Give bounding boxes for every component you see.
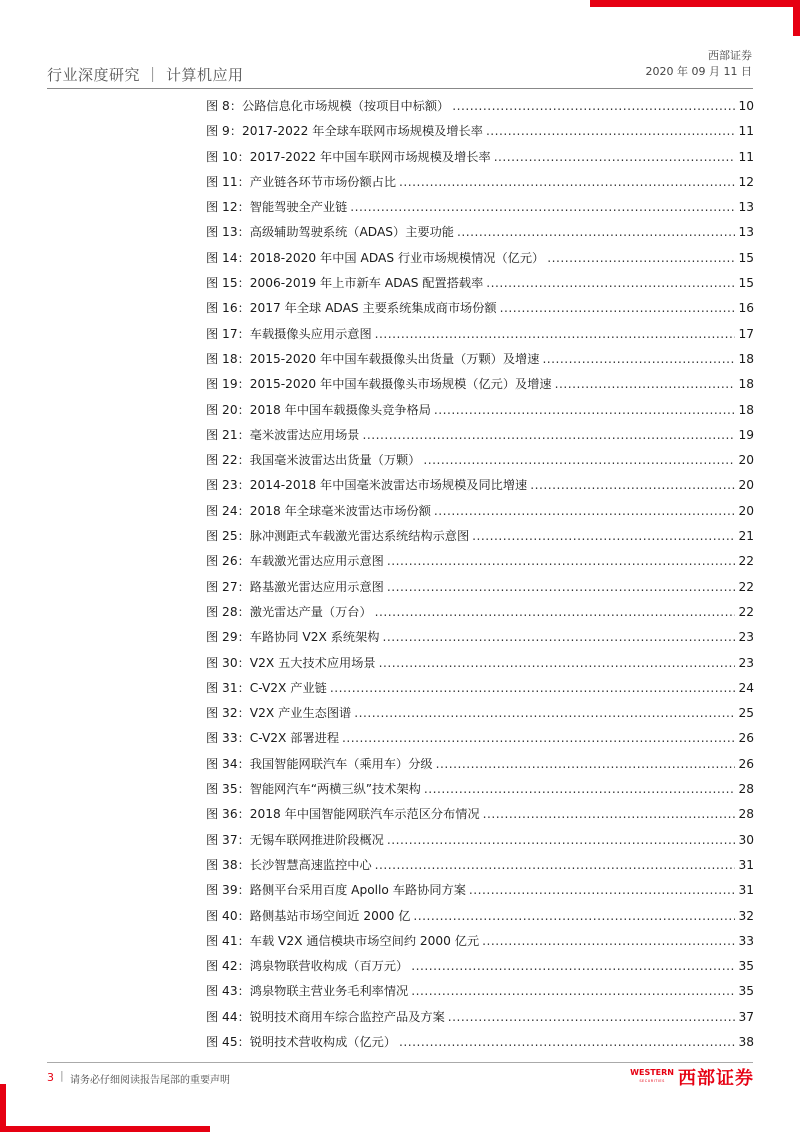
toc-entry[interactable] <box>206 197 754 222</box>
logo-english-sub: SECURITIES <box>639 1079 665 1083</box>
toc-entry[interactable] <box>206 627 754 652</box>
toc-leader-dots <box>555 374 736 394</box>
toc-leader-dots <box>448 1007 736 1027</box>
toc-entry-page: 26 <box>738 731 754 746</box>
toc-leader-dots <box>472 526 735 546</box>
toc-entry-page: 22 <box>738 554 754 569</box>
toc-entry-title: 图 21：毫米波雷达应用场景 <box>206 427 360 442</box>
toc-leader-dots <box>500 298 736 318</box>
toc-entry[interactable] <box>206 222 754 247</box>
logo-english-main: WESTERN <box>630 1068 674 1077</box>
toc-entry-title: 图 11：产业链各环节市场份额占比 <box>206 174 397 189</box>
toc-entry-title: 图 33：C-V2X 部署进程 <box>206 731 340 746</box>
toc-entry-page: 21 <box>738 529 754 544</box>
page-number: 3 <box>47 1071 54 1084</box>
header-divider <box>47 88 753 89</box>
toc-leader-dots <box>494 147 736 167</box>
toc-entry-title: 图 34：我国智能网联汽车（乘用车）分级 <box>206 756 433 771</box>
toc-entry-page: 11 <box>738 149 754 164</box>
toc-entry[interactable] <box>206 400 754 425</box>
toc-entry[interactable] <box>206 653 754 678</box>
toc-entry-title: 图 19：2015-2020 年中国车载摄像头市场规模（亿元）及增速 <box>206 377 552 392</box>
corner-accent-left <box>0 1084 6 1132</box>
toc-entry-title: 图 37：无锡车联网推进阶段概况 <box>206 832 384 847</box>
company-logo <box>630 1064 754 1090</box>
toc-entry-page: 32 <box>738 908 754 923</box>
toc-entry[interactable] <box>206 450 754 475</box>
toc-leader-dots <box>423 450 735 470</box>
toc-leader-dots <box>434 400 736 420</box>
corner-accent-top <box>590 0 800 7</box>
toc-entry-page: 35 <box>738 984 754 999</box>
toc-entry-title: 图 18：2015-2020 年中国车载摄像头出货量（万颗）及增速 <box>206 351 540 366</box>
toc-entry-page: 13 <box>738 200 754 215</box>
toc-entry-title: 图 45：锐明技术营收构成（亿元） <box>206 1034 397 1049</box>
toc-entry-title: 图 32：V2X 产业生态图谱 <box>206 706 352 721</box>
header-company: 西部证券 <box>708 49 752 62</box>
toc-leader-dots <box>486 273 735 293</box>
toc-leader-dots <box>342 728 735 748</box>
toc-leader-dots <box>542 349 735 369</box>
header-date: 2020 年 09 月 11 日 <box>645 65 752 78</box>
toc-entry[interactable] <box>206 147 754 172</box>
toc-entry-title: 图 22：我国毫米波雷达出货量（万颗） <box>206 453 421 468</box>
toc-entry[interactable] <box>206 906 754 931</box>
toc-entry[interactable] <box>206 324 754 349</box>
toc-entry-title: 图 20：2018 年中国车载摄像头竞争格局 <box>206 402 431 417</box>
toc-leader-dots <box>330 678 736 698</box>
toc-entry[interactable] <box>206 830 754 855</box>
toc-entry-page: 17 <box>738 326 754 341</box>
toc-entry-page: 28 <box>738 782 754 797</box>
toc-leader-dots <box>350 197 735 217</box>
toc-entry[interactable] <box>206 96 754 121</box>
toc-entry-page: 31 <box>738 883 754 898</box>
toc-entry-title: 图 36：2018 年中国智能网联汽车示范区分布情况 <box>206 807 480 822</box>
figure-index <box>206 96 754 1057</box>
toc-leader-dots <box>354 703 735 723</box>
toc-entry-title: 图 28：激光雷达产量（万台） <box>206 604 372 619</box>
toc-entry[interactable] <box>206 703 754 728</box>
toc-entry-page: 33 <box>738 933 754 948</box>
toc-entry-page: 20 <box>738 503 754 518</box>
toc-entry-page: 18 <box>738 377 754 392</box>
toc-entry-page: 23 <box>738 655 754 670</box>
toc-leader-dots <box>399 172 735 192</box>
toc-entry-title: 图 12：智能驾驶全产业链 <box>206 200 348 215</box>
toc-entry[interactable] <box>206 804 754 829</box>
toc-entry-title: 图 44：锐明技术商用车综合监控产品及方案 <box>206 1009 445 1024</box>
toc-entry-title: 图 40：路侧基站市场空间近 2000 亿 <box>206 908 411 923</box>
toc-leader-dots <box>399 1032 735 1052</box>
toc-leader-dots <box>457 222 736 242</box>
toc-entry-title: 图 16：2017 年全球 ADAS 主要系统集成商市场份额 <box>206 301 497 316</box>
toc-entry-page: 28 <box>738 807 754 822</box>
toc-entry-page: 30 <box>738 832 754 847</box>
toc-entry-title: 图 9：2017-2022 年全球车联网市场规模及增长率 <box>206 124 483 139</box>
toc-entry-title: 图 26：车载激光雷达应用示意图 <box>206 554 384 569</box>
toc-leader-dots <box>387 577 736 597</box>
toc-leader-dots <box>362 425 735 445</box>
toc-entry[interactable] <box>206 248 754 273</box>
toc-leader-dots <box>379 653 736 673</box>
toc-entry-title: 图 23：2014-2018 年中国毫米波雷达市场规模及同比增速 <box>206 478 528 493</box>
toc-leader-dots <box>411 981 735 1001</box>
toc-leader-dots <box>547 248 735 268</box>
toc-entry-page: 16 <box>738 301 754 316</box>
toc-entry-page: 37 <box>738 1009 754 1024</box>
toc-entry-page: 15 <box>738 276 754 291</box>
toc-leader-dots <box>436 754 736 774</box>
toc-entry-page: 18 <box>738 351 754 366</box>
toc-entry-title: 图 25：脉冲测距式车载激光雷达系统结构示意图 <box>206 529 470 544</box>
toc-entry-title: 图 10：2017-2022 年中国车联网市场规模及增长率 <box>206 149 491 164</box>
toc-leader-dots <box>387 551 736 571</box>
toc-leader-dots <box>482 931 735 951</box>
toc-entry[interactable] <box>206 551 754 576</box>
toc-entry-title: 图 39：路侧平台采用百度 Apollo 车路协同方案 <box>206 883 466 898</box>
toc-entry[interactable] <box>206 298 754 323</box>
toc-entry[interactable] <box>206 475 754 500</box>
toc-entry-page: 19 <box>738 427 754 442</box>
toc-entry-page: 24 <box>738 680 754 695</box>
toc-entry-page: 13 <box>738 225 754 240</box>
toc-entry[interactable] <box>206 425 754 450</box>
toc-entry-title: 图 13：高级辅助驾驶系统（ADAS）主要功能 <box>206 225 454 240</box>
footer-divider <box>47 1062 753 1063</box>
toc-leader-dots <box>411 956 735 976</box>
toc-entry[interactable] <box>206 678 754 703</box>
toc-entry-page: 10 <box>738 99 754 113</box>
toc-entry-title: 图 14：2018-2020 年中国 ADAS 行业市场规模情况（亿元） <box>206 250 545 265</box>
corner-accent-right <box>793 0 800 36</box>
logo-english <box>630 1068 674 1086</box>
toc-entry[interactable] <box>206 172 754 197</box>
toc-entry-title: 图 35：智能网汽车“两横三纵”技术架构 <box>206 782 421 797</box>
toc-entry[interactable] <box>206 121 754 146</box>
toc-entry-title: 图 38：长沙智慧高速监控中心 <box>206 857 372 872</box>
toc-entry-page: 26 <box>738 756 754 771</box>
toc-entry[interactable] <box>206 602 754 627</box>
toc-entry-page: 25 <box>738 706 754 721</box>
toc-entry-page: 11 <box>738 124 754 139</box>
toc-entry[interactable] <box>206 754 754 779</box>
toc-entry-title: 图 15：2006-2019 年上市新车 ADAS 配置搭载率 <box>206 276 484 291</box>
toc-entry[interactable] <box>206 1032 754 1057</box>
toc-entry-title: 图 31：C-V2X 产业链 <box>206 680 327 695</box>
toc-leader-dots <box>483 804 736 824</box>
toc-entry[interactable] <box>206 501 754 526</box>
toc-entry[interactable] <box>206 956 754 981</box>
footer-separator: | <box>60 1069 64 1082</box>
toc-entry-title: 图 29：车路协同 V2X 系统架构 <box>206 630 380 645</box>
toc-entry[interactable] <box>206 349 754 374</box>
toc-entry-page: 31 <box>738 857 754 872</box>
toc-entry-page: 23 <box>738 630 754 645</box>
toc-entry[interactable] <box>206 577 754 602</box>
toc-entry[interactable] <box>206 855 754 880</box>
toc-entry-title: 图 17：车载摄像头应用示意图 <box>206 326 372 341</box>
toc-entry-page: 38 <box>738 1034 754 1049</box>
logo-chinese: 西部证券 <box>678 1068 754 1089</box>
toc-entry-page: 22 <box>738 604 754 619</box>
toc-entry-title: 图 30：V2X 五大技术应用场景 <box>206 655 376 670</box>
toc-leader-dots <box>424 779 736 799</box>
toc-entry[interactable] <box>206 526 754 551</box>
toc-leader-dots <box>486 121 736 141</box>
header-meta <box>646 48 752 80</box>
toc-entry[interactable] <box>206 779 754 804</box>
toc-entry-page: 35 <box>738 959 754 974</box>
toc-entry[interactable] <box>206 728 754 753</box>
toc-entry-page: 15 <box>738 250 754 265</box>
toc-leader-dots <box>469 880 736 900</box>
toc-entry[interactable] <box>206 273 754 298</box>
toc-entry[interactable] <box>206 1007 754 1032</box>
toc-entry[interactable] <box>206 931 754 956</box>
toc-entry-page: 20 <box>738 478 754 493</box>
toc-entry-title: 图 42：鸿泉物联营收构成（百万元） <box>206 959 409 974</box>
toc-leader-dots <box>413 906 735 926</box>
toc-entry-page: 12 <box>738 174 754 189</box>
toc-entry-title: 图 41：车载 V2X 通信模块市场空间约 2000 亿元 <box>206 933 480 948</box>
toc-leader-dots <box>452 96 735 116</box>
toc-entry-page: 22 <box>738 579 754 594</box>
toc-entry[interactable] <box>206 981 754 1006</box>
toc-leader-dots <box>375 602 736 622</box>
toc-entry-title: 图 8：公路信息化市场规模（按项目中标额） <box>206 99 450 113</box>
toc-leader-dots <box>530 475 735 495</box>
toc-leader-dots <box>387 830 736 850</box>
disclaimer-note: 请务必仔细阅读报告尾部的重要声明 <box>70 1075 230 1086</box>
toc-leader-dots <box>382 627 735 647</box>
toc-entry[interactable] <box>206 374 754 399</box>
toc-entry-title: 图 27：路基激光雷达应用示意图 <box>206 579 384 594</box>
toc-entry[interactable] <box>206 880 754 905</box>
toc-entry-page: 18 <box>738 402 754 417</box>
toc-entry-title: 图 24：2018 年全球毫米波雷达市场份额 <box>206 503 431 518</box>
toc-leader-dots <box>375 855 736 875</box>
corner-accent-bottom <box>0 1126 210 1132</box>
toc-leader-dots <box>434 501 736 521</box>
toc-entry-page: 20 <box>738 453 754 468</box>
toc-leader-dots <box>375 324 736 344</box>
toc-entry-title: 图 43：鸿泉物联主营业务毛利率情况 <box>206 984 409 999</box>
report-category: 行业深度研究 ｜ 计算机应用 <box>47 66 244 84</box>
